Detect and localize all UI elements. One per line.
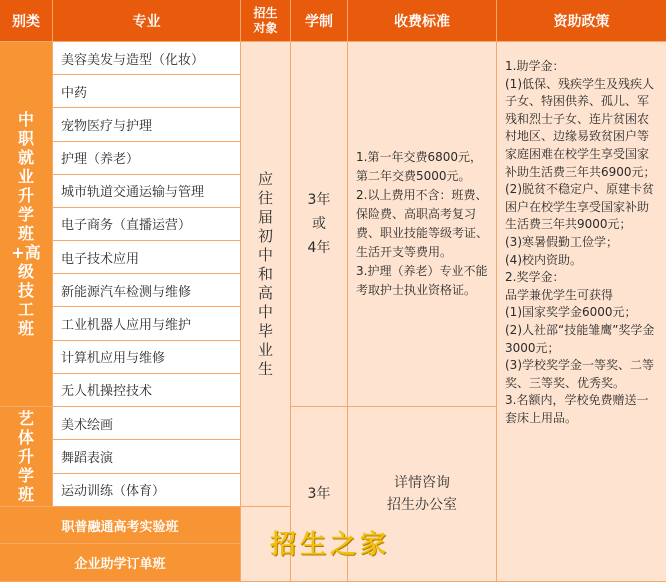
category-art-sports: 艺体升学班 [0,407,53,507]
special-class-experimental: 职普融通高考实验班 [0,507,241,544]
header-duration: 学制 [291,0,348,42]
major-row: 美容美发与造型（化妆） [53,42,241,75]
aid-policy-item: (3)寒暑假勤工俭学； [505,234,618,249]
aid-policy [497,42,666,582]
aid-policy-item: 3.名额内，学校免费赠送一套床上用品。 [505,393,649,425]
fee-item-3: 3.护理（养老）专业不能考取护士执业资格证。 [356,264,488,297]
fee-standard [348,42,497,407]
aid-policy-item: (3)学校奖学金一等奖、二等奖、三等奖、优秀奖。 [505,358,654,390]
aid-policy-item: (2)人社部“技能雏鹰”奖学金3000元； [505,322,655,355]
duration-art: 3年 [291,407,348,582]
aid-policy-item: (1)国家奖学金6000元； [505,305,637,320]
major-row: 运动训练（体育） [53,474,241,507]
header-target: 招生对象 [241,0,291,42]
major-row: 舞蹈表演 [53,440,241,473]
header-aid: 资助政策 [497,0,666,42]
aid-policy-item: 2.奖学金： [505,270,565,285]
header-category: 别类 [0,0,53,42]
aid-policy-item: (4)校内资助。 [505,252,582,267]
major-row: 护理（养老） [53,142,241,175]
major-row: 工业机器人应用与维护 [53,307,241,340]
fee-item-1: 1.第一年交费6800元，第二年交费5000元。 [356,150,482,183]
major-row: 美术绘画 [53,407,241,440]
major-row: 无人机操控技术 [53,374,241,407]
aid-policy-item: (1)低保、残疾学生及残疾人子女、特困供养、孤儿、军残和烈士子女、连片贫困农村地区、边缘易致贫困户等家庭困难在校学生享受国家补助生活费三年共6900元； [505,76,656,179]
special-class-order: 企业助学订单班 [0,544,241,582]
aid-policy-item: 品学兼优学生可获得 [505,287,614,302]
major-row: 电子技术应用 [53,241,241,274]
aid-policy-item: (2)脱贫不稳定户、原建卡贫困户在校学生享受国家补助生活费三年共9000元； [505,182,654,232]
fee-contact-line-1: 详情咨询 [394,475,450,491]
aid-policy-item: 1.助学金： [505,59,565,73]
major-row: 宠物医疗与护理 [53,108,241,141]
target-students: 应往届初中和高中毕业生 [241,42,291,507]
major-row: 计算机应用与维修 [53,341,241,374]
duration-main: 3年 或 4年 [291,42,348,407]
major-row: 中药 [53,75,241,108]
major-row: 新能源汽车检测与维修 [53,274,241,307]
major-row: 城市轨道交通运输与管理 [53,175,241,208]
header-fee: 收费标准 [348,0,497,42]
header-major: 专业 [53,0,241,42]
fee-contact-line-2: 招生办公室 [387,497,457,513]
fee-item-2: 2.以上费用不含：班费、保险费、高职高考复习费、职业技能等级考证、生活开支等费用。 [356,188,489,259]
category-vocational: 中职就业升学班+高级技工班 [0,42,53,407]
major-row: 电子商务（直播运营） [53,208,241,241]
watermark-logo: 招生之家 [270,530,391,560]
